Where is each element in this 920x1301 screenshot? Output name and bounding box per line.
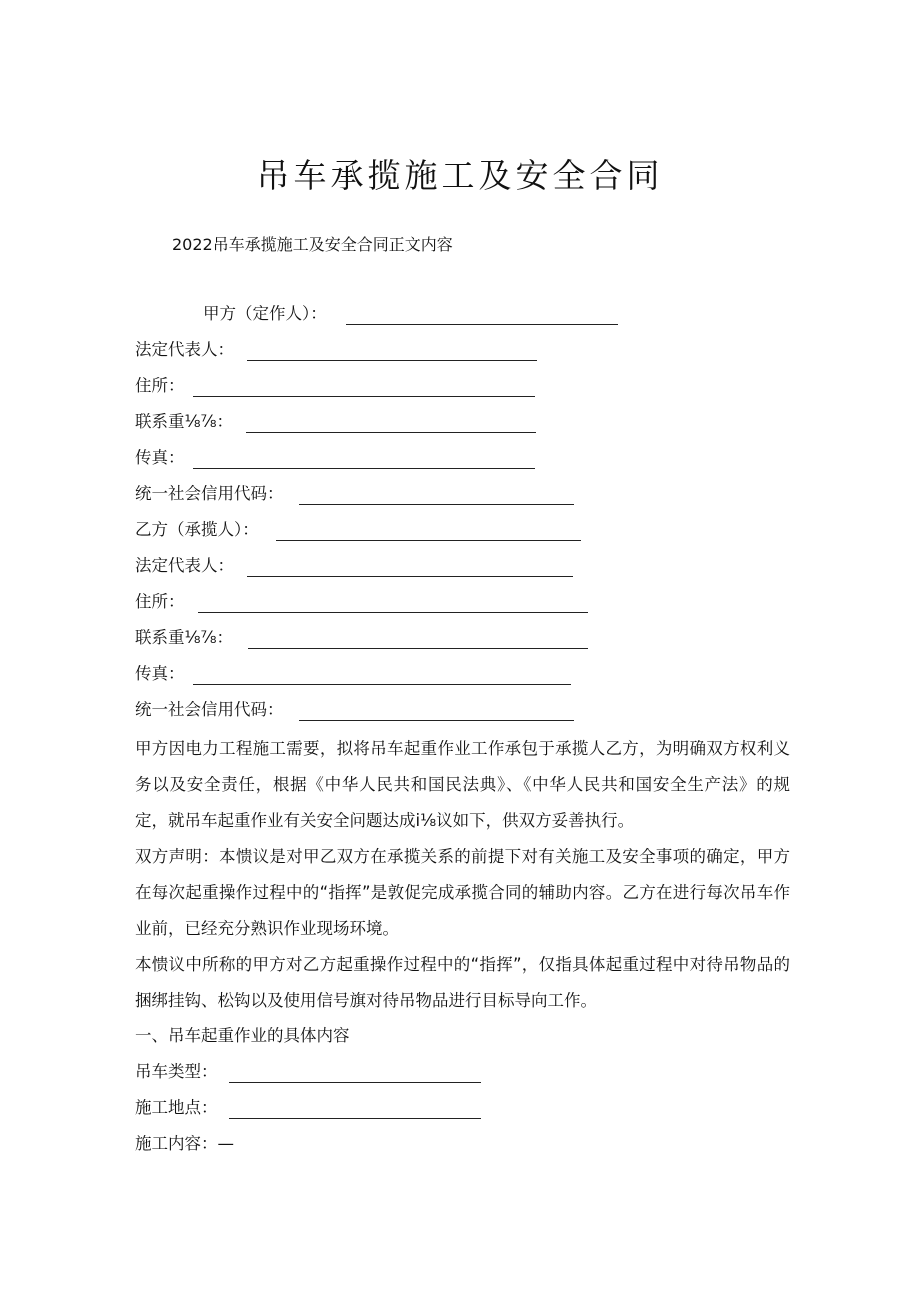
party-b-fax-row xyxy=(135,663,571,685)
party-b-address-blank xyxy=(198,594,588,613)
party-a-credit-code-row xyxy=(135,483,574,505)
party-b-phone-row xyxy=(135,627,588,649)
site-label: 施工地点： xyxy=(135,1098,218,1117)
party-b-address-label: 住所： xyxy=(135,592,185,611)
construction-content-row: 施工内容：— xyxy=(135,1134,234,1153)
party-a-phone-label: 联系重⅛⅞： xyxy=(135,412,233,431)
party-a-credit-code-label: 统一社会信用代码： xyxy=(135,484,284,503)
crane-type-blank xyxy=(229,1064,481,1083)
party-a-phone-blank xyxy=(246,414,536,433)
site-blank xyxy=(229,1100,481,1119)
party-a-heading: 甲方（定作人）： xyxy=(203,304,327,323)
party-b-fax-label: 传真： xyxy=(135,664,185,683)
party-b-fax-blank xyxy=(193,666,571,685)
party-b-name-blank xyxy=(276,522,581,541)
party-a-legal-rep-label: 法定代表人： xyxy=(135,340,234,359)
party-b-phone-label: 联系重⅛⅞： xyxy=(135,628,233,647)
party-b-heading: 乙方（承揽人）： xyxy=(135,520,259,539)
party-a-legal-rep-blank xyxy=(247,342,537,361)
party-b-legal-rep-row xyxy=(135,555,573,577)
party-a-credit-code-blank xyxy=(299,486,574,505)
paragraph-command-definition: 本愦议中所称的甲方对乙方起重操作过程中的“指挥”，仅指具体起重过程中对待吊物品的捆绑挂钩、松钩以及使用信号旗对待吊物品进行目标导向工作。 xyxy=(135,955,790,1010)
crane-type-label: 吊车类型： xyxy=(135,1062,218,1081)
party-a-legal-rep-row xyxy=(135,339,537,361)
party-a-address-label: 住所： xyxy=(135,376,185,395)
site-row xyxy=(135,1097,481,1119)
party-b-legal-rep-blank xyxy=(247,558,573,577)
party-a-fax-label: 传真： xyxy=(135,448,185,467)
section-one-heading: 一、吊车起重作业的具体内容 xyxy=(135,1026,350,1045)
party-b-address-row xyxy=(135,591,588,613)
party-b-heading-row xyxy=(135,519,581,541)
party-a-name-blank xyxy=(346,306,618,325)
party-b-credit-code-row xyxy=(135,699,574,721)
document-subtitle: 2022吊车承揽施工及安全合同正文内容 xyxy=(172,235,453,254)
party-a-phone-row xyxy=(135,411,536,433)
party-a-heading-row xyxy=(203,303,618,325)
paragraph-declaration: 双方声明：本愦议是对甲乙双方在承揽关系的前提下对有关施工及安全事项的确定，甲方在每次起重操作过程中的“指挥”是敦促完成承揽合同的辅助内容。乙方在进行每次吊车作业前，已经充分熟识作业现场环境。 xyxy=(135,847,790,938)
paragraph-purpose: 甲方因电力工程施工需要，拟将吊车起重作业工作承包于承揽人乙方，为明确双方权利义务以及安全责任，根据《中华人民共和国民法典》、《中华人民共和国安全生产法》的规定，就吊车起重作业有关安全问题达成i⅛议如下，供双方妥善执行。 xyxy=(135,739,790,830)
party-b-legal-rep-label: 法定代表人： xyxy=(135,556,234,575)
party-a-fax-blank xyxy=(193,450,535,469)
party-b-phone-blank xyxy=(248,630,588,649)
crane-type-row xyxy=(135,1061,481,1083)
party-a-fax-row xyxy=(135,447,535,469)
party-a-address-blank xyxy=(193,378,535,397)
party-b-credit-code-blank xyxy=(299,702,574,721)
party-b-credit-code-label: 统一社会信用代码： xyxy=(135,700,284,719)
document-title: 吊车承揽施工及安全合同 xyxy=(256,156,664,195)
party-a-address-row xyxy=(135,375,535,397)
